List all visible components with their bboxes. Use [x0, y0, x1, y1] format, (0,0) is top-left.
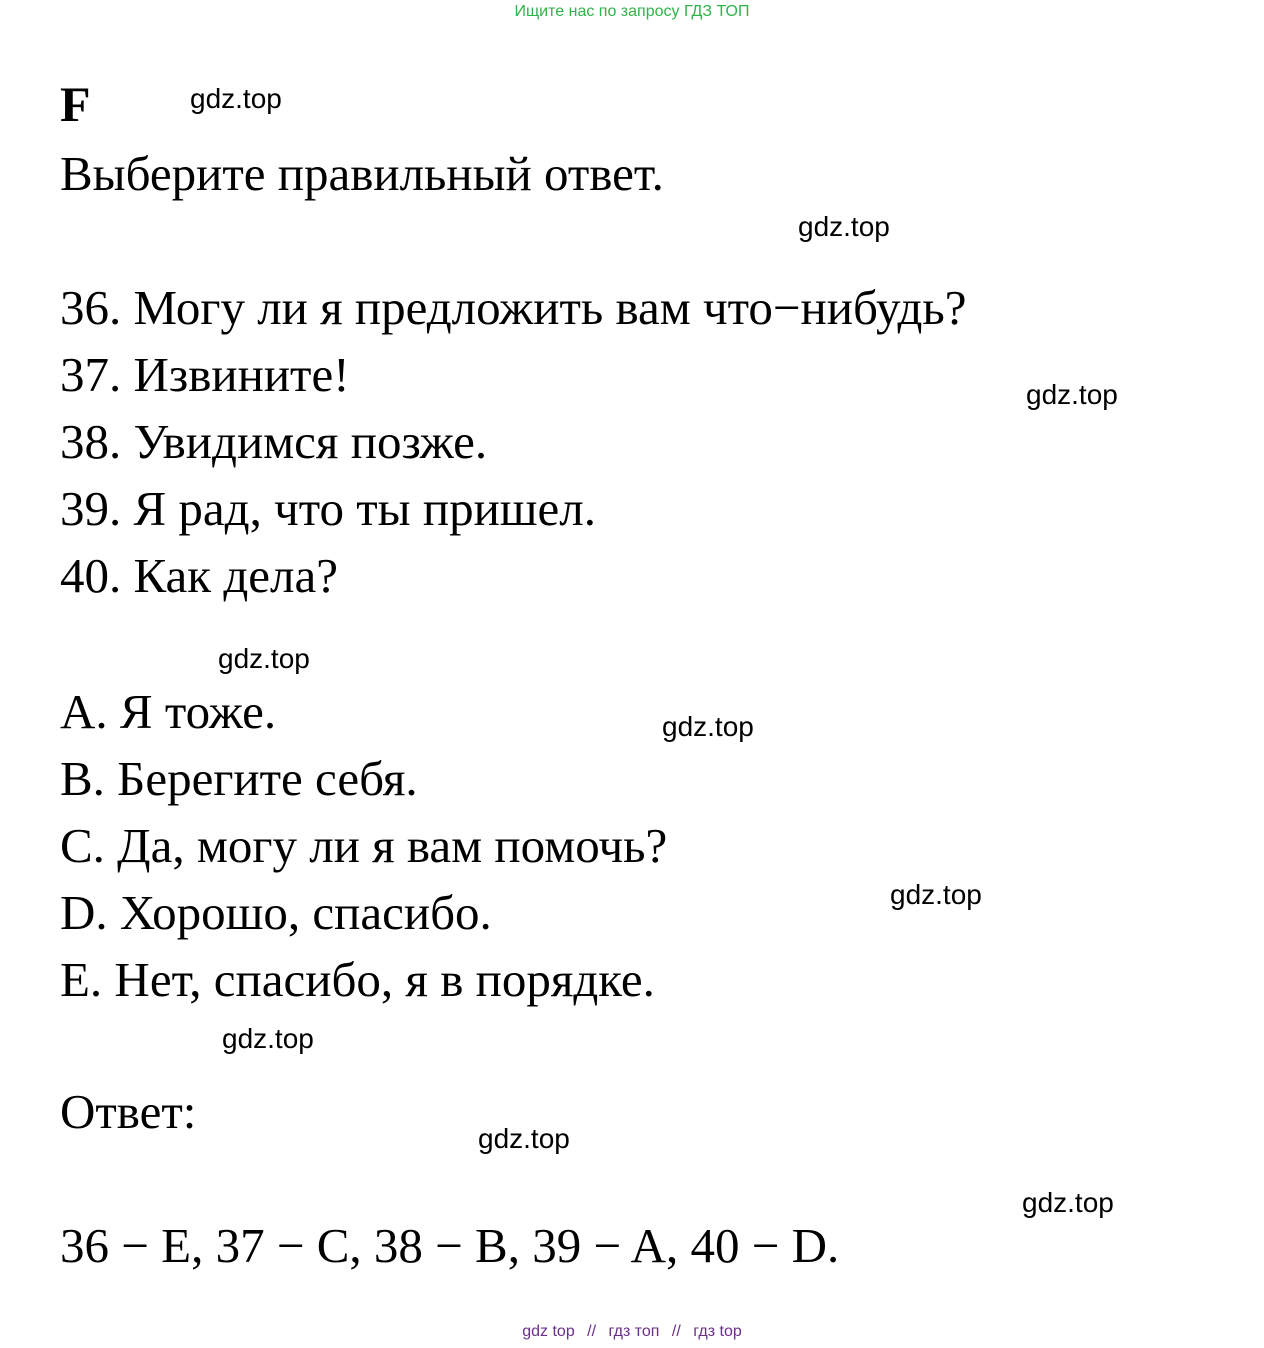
watermark: gdz.top — [478, 1123, 570, 1154]
footer-link-gdz-top-ru[interactable]: гдз топ — [608, 1323, 660, 1340]
option-b: B. Берегите себя. — [60, 751, 418, 806]
option-e: E. Нет, спасибо, я в порядке. — [60, 952, 655, 1007]
watermark: gdz.top — [1026, 379, 1118, 410]
option-c: C. Да, могу ли я вам помочь? — [60, 818, 668, 873]
footer-separator: // — [587, 1323, 597, 1340]
section-letter: F — [60, 76, 91, 132]
instruction: Выберите правильный ответ. — [60, 146, 664, 201]
option-d: D. Хорошо, спасибо. — [60, 885, 492, 940]
question-36: 36. Могу ли я предложить вам что−нибудь? — [60, 280, 967, 335]
option-a: A. Я тоже. — [60, 684, 277, 739]
question-38: 38. Увидимся позже. — [60, 414, 488, 469]
watermark: gdz.top — [798, 211, 890, 242]
watermark: gdz.top — [890, 879, 982, 910]
top-banner: Ищите нас по запросу ГДЗ ТОП — [514, 3, 750, 20]
footer-separator: // — [671, 1323, 681, 1340]
question-37: 37. Извините! — [60, 347, 350, 402]
watermark: gdz.top — [218, 643, 310, 674]
watermark: gdz.top — [190, 83, 282, 114]
watermark: gdz.top — [1022, 1187, 1114, 1218]
footer-link-gdz-top[interactable]: gdz top — [522, 1323, 575, 1340]
watermark: gdz.top — [662, 711, 754, 742]
question-40: 40. Как дела? — [60, 548, 338, 603]
answer: 36 − E, 37 − C, 38 − B, 39 − A, 40 − D. — [60, 1218, 840, 1273]
watermark: gdz.top — [222, 1023, 314, 1054]
footer-link-gdz-top-mixed[interactable]: гдз top — [693, 1323, 742, 1340]
question-39: 39. Я рад, что ты пришел. — [60, 481, 596, 536]
footer-links — [0, 1322, 1264, 1342]
answer-label: Ответ: — [60, 1084, 197, 1139]
